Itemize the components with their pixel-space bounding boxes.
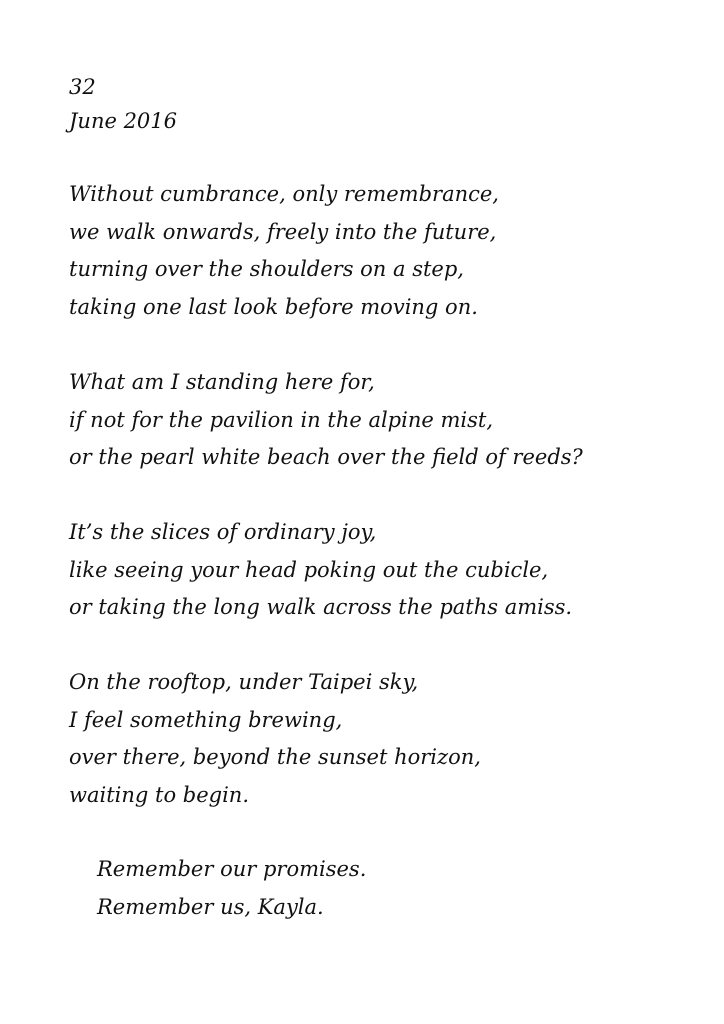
poem-line: Without cumbrance, only remembrance, bbox=[69, 182, 499, 206]
poem-line: or taking the long walk across the paths amiss. bbox=[69, 595, 573, 619]
poem-line: if not for the pavilion in the alpine mist, bbox=[69, 407, 493, 432]
page-header bbox=[69, 70, 177, 138]
stanza-4 bbox=[69, 664, 481, 814]
poem-line: What am I standing here for, bbox=[69, 370, 375, 394]
closing-line: Remember us, Kayla. bbox=[97, 894, 324, 919]
closing-line: Remember our promises. bbox=[97, 857, 367, 881]
closing-lines bbox=[97, 851, 366, 926]
poem-line: It’s the slices of ordinary joy, bbox=[69, 520, 377, 544]
poem-date: June 2016 bbox=[69, 109, 178, 133]
stanza-3 bbox=[69, 514, 572, 627]
poem-line: over there, beyond the sunset horizon, bbox=[69, 745, 481, 769]
poem-line: or the pearl white beach over the field of reeds? bbox=[69, 445, 583, 469]
stanza-1 bbox=[69, 176, 499, 326]
poem-line: waiting to begin. bbox=[69, 782, 249, 807]
poem-line: On the rooftop, under Taipei sky, bbox=[69, 670, 419, 694]
poem-line: turning over the shoulders on a step, bbox=[69, 257, 464, 281]
poem-line: taking one last look before moving on. bbox=[69, 294, 478, 319]
poem-line: like seeing your head poking out the cubicle, bbox=[69, 557, 549, 582]
poem-line: I feel something brewing, bbox=[69, 707, 343, 732]
poem-line: we walk onwards, freely into the future, bbox=[69, 219, 497, 244]
page-number: 32 bbox=[69, 75, 96, 99]
stanza-2 bbox=[69, 364, 583, 477]
